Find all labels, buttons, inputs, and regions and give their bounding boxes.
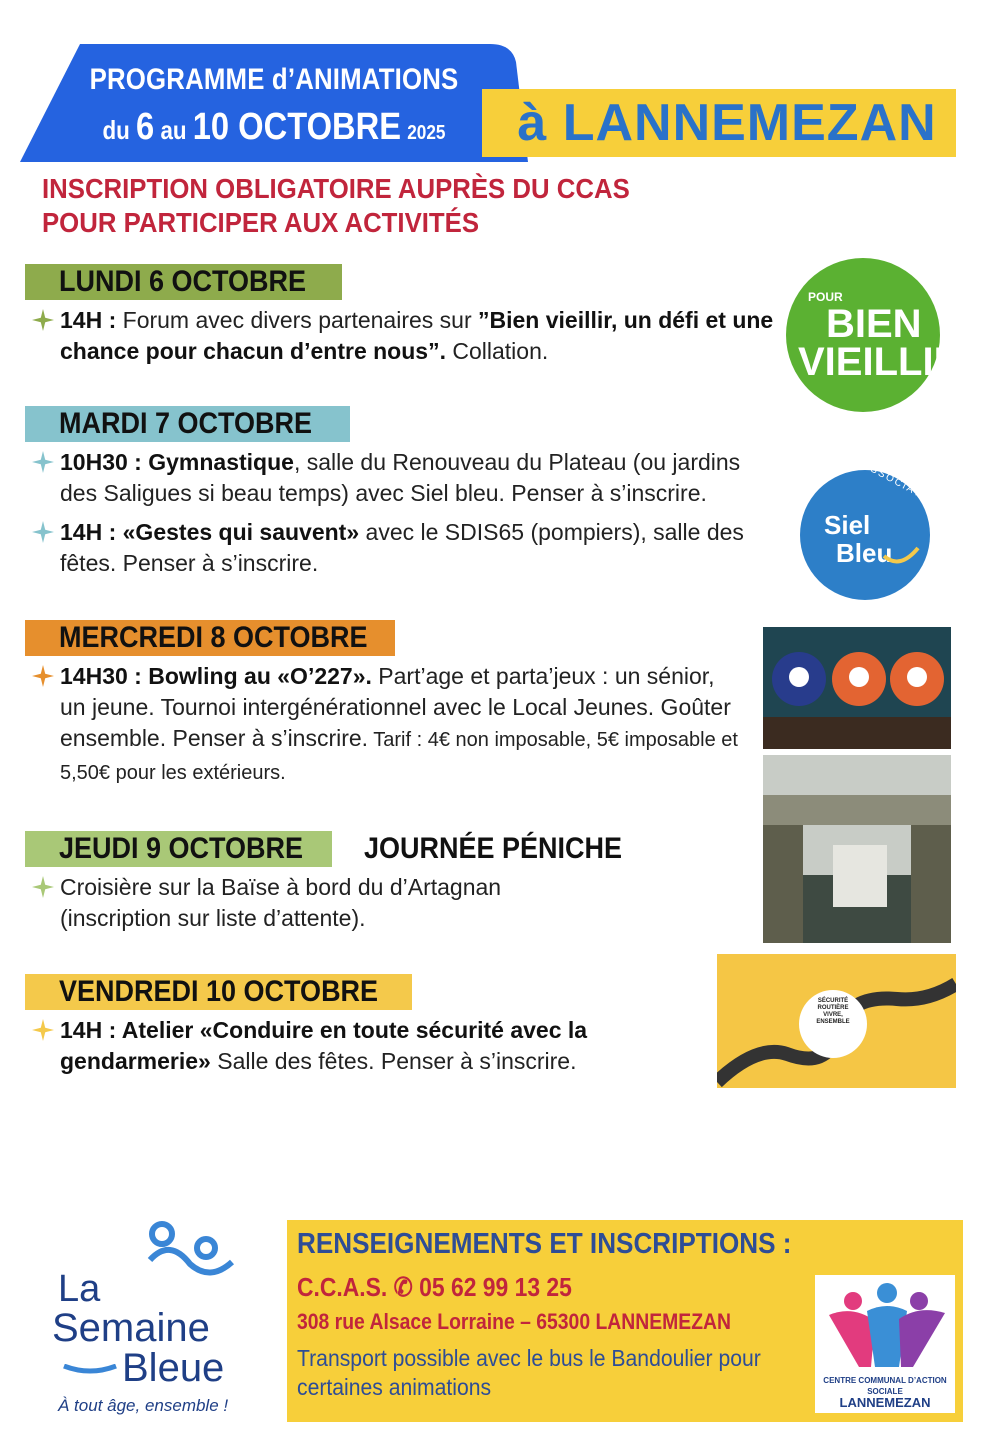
- ccas-logo: CENTRE COMMUNAL D’ACTION SOCIALE LANNEMEZAN: [815, 1275, 955, 1413]
- star-icon: [32, 665, 54, 687]
- smile-swoosh-icon: [882, 544, 920, 568]
- day-heading-thursday: JEUDI 9 OCTOBRE: [25, 831, 332, 867]
- info-title: RENSEIGNEMENTS ET INSCRIPTIONS :: [297, 1228, 792, 1260]
- list-item: 14H : «Gestes qui sauvent» avec le SDIS65 (pompiers), salle des fêtes. Penser à s’inscrire.: [60, 517, 780, 579]
- ccas-phone-line: C.C.A.S. ✆ 05 62 99 13 25: [297, 1272, 572, 1302]
- star-icon: [32, 521, 54, 543]
- day-heading-friday: VENDREDI 10 OCTOBRE: [25, 974, 412, 1010]
- day-heading-wednesday: MERCREDI 8 OCTOBRE: [25, 620, 395, 656]
- ccas-address: 308 rue Alsace Lorraine – 65300 LANNEMEZAN: [297, 1309, 731, 1334]
- star-icon: [32, 309, 54, 331]
- header-dates: du 6 au 10 OCTOBRE 2025: [102, 106, 446, 148]
- semaine-bleue-semaine: Semaine: [52, 1306, 210, 1350]
- semaine-bleue-la: La: [58, 1268, 101, 1310]
- phone-icon: ✆: [393, 1272, 413, 1302]
- day-heading-monday: LUNDI 6 OCTOBRE: [25, 264, 342, 300]
- semaine-bleue-figures-icon: [140, 1220, 242, 1282]
- list-item: 10H30 : Gymnastique, salle du Renouveau du Plateau (ou jardins des Saligues si beau temps) avec Siel bleu. Penser à s’inscrire.: [60, 447, 780, 509]
- list-item: 14H : Forum avec divers partenaires sur ”Bien vieillir, un défi et une chance pour chacun d’entre nous”. Collation.: [60, 305, 780, 367]
- bien-vieillir-logo: POUR BIEN VIEILLIR: [786, 258, 940, 412]
- blue-swoosh-icon: [62, 1364, 118, 1374]
- star-icon: [32, 1019, 54, 1041]
- siel-bleu-logo: ASSOCIATION Siel Bleu: [800, 470, 930, 600]
- transport-note: Transport possible avec le bus le Bandoulier pour certaines animations: [297, 1345, 761, 1400]
- registration-notice: INSCRIPTION OBLIGATOIRE AUPRÈS DU CCAS POUR PARTICIPER AUX ACTIVITÉS: [42, 173, 630, 238]
- star-icon: [32, 451, 54, 473]
- road-safety-image: SÉCURITÉ ROUTIÈRE VIVRE, ENSEMBLE: [717, 954, 956, 1088]
- list-item: Croisière sur la Baïse à bord du d’Artagnan (inscription sur liste d’attente).: [60, 872, 540, 934]
- semaine-bleue-bleue: Bleue: [122, 1346, 225, 1390]
- header-title: PROGRAMME d’ANIMATIONS: [89, 63, 459, 96]
- city-title: à LANNEMEZAN: [517, 94, 937, 152]
- semaine-bleue-tagline: À tout âge, ensemble !: [58, 1396, 229, 1415]
- list-item: 14H30 : Bowling au «O’227». Part’age et parta’jeux : un sénior, un jeune. Tournoi intergénérationnel avec le Local Jeunes. Goûter ensemble. Penser à s’inscrire. Tarif : 4€ non imposable, 5€ imposable et 5,50€ pour les extérieurs.: [60, 661, 740, 789]
- day-heading-tuesday: MARDI 7 OCTOBRE: [25, 406, 350, 442]
- bowling-photo: [763, 627, 951, 749]
- peniche-photo: [763, 755, 951, 943]
- list-item: 14H : Atelier «Conduire en toute sécurité avec la gendarmerie» Salle des fêtes. Penser à s’inscrire.: [60, 1015, 720, 1077]
- star-icon: [32, 876, 54, 898]
- peniche-day-label: JOURNÉE PÉNICHE: [364, 832, 623, 865]
